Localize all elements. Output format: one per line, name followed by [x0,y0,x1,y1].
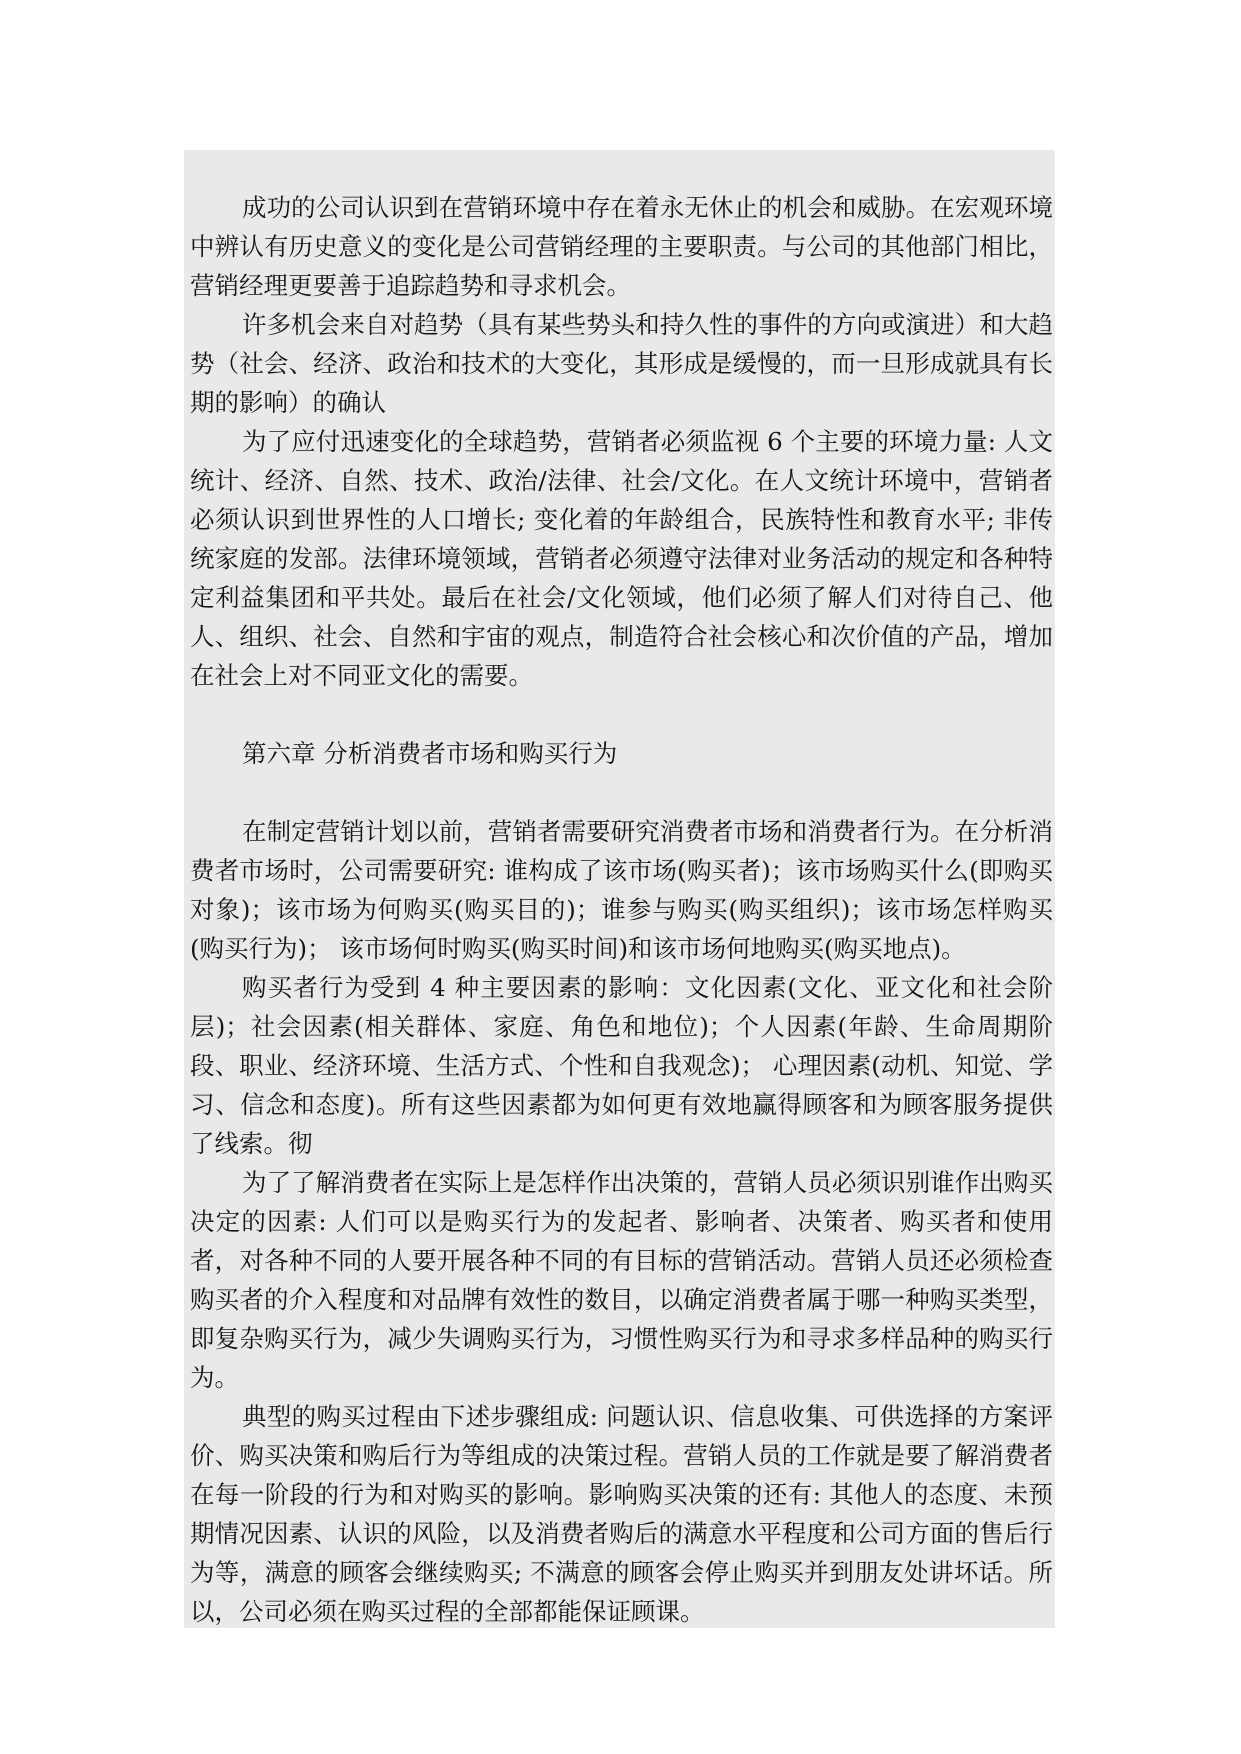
paragraph-buying-process: 典型的购买过程由下述步骤组成: 问题认识、信息收集、可供选择的方案评价、购买决策和购后行为等组成的决策过程。营销人员的工作就是要了解消费者在每一阶段的行为和对购买的影响。影响购买决策的还有: 其他人的态度、未预期情况因素、认识的风险，以及消费者购后的满意水平程度和公司方面的售后行为等，满意的顾客会继续购买; 不满意的顾客会停止购买并到朋友处讲坏话。所以，公司必须在购买过程的全部都能保证顾课。 [190,1402,1053,1626]
chapter-heading: 第六章 分析消费者市场和购买行为 [242,739,618,768]
paragraph-buyer-factors: 购买者行为受到 4 种主要因素的影响：文化因素(文化、亚文化和社会阶层)；社会因素(相关群体、家庭、角色和地位)；个人因素(年龄、生命周期阶段、职业、经济环境、生活方式、个性和自我观念)； 心理因素(动机、知觉、学习、信念和态度)。所有这些因素都为如何更有效地赢得顾客和为顾客服务提供了线索。彻 [190,973,1053,1158]
paragraph-decision-roles: 为了了解消费者在实际上是怎样作出决策的，营销人员必须识别谁作出购买决定的因素: 人们可以是购买行为的发起者、影响者、决策者、购买者和使用者，对各种不同的人要开展各种不同的有目标的营销活动。营销人员还必须检查购买者的介入程度和对品牌有效性的数目，以确定消费者属于哪一种购买类型，即复杂购买行为，减少失调购买行为，习惯性购买行为和寻求多样品种的购买行为。 [190,1168,1053,1392]
text-block [184,150,1055,1628]
paragraph-environment-forces: 为了应付迅速变化的全球趋势，营销者必须监视 6 个主要的环境力量: 人文统计、经济、自然、技术、政治/法律、社会/文化。在人文统计环境中，营销者必须认识到世界性的人口增长; 变化着的年龄组合，民族特性和教育水平; 非传统家庭的发部。法律环境领域，营销者必须遵守法律对业务活动的规定和各种特定利益集团和平共处。最后在社会/文化领域，他们必须了解人们对待自己、他人、组织、社会、自然和宇宙的观点，制造符合社会核心和次价值的产品，增加在社会上对不同亚文化的需要。 [190,427,1053,690]
paragraph-consumer-market: 在制定营销计划以前，营销者需要研究消费者市场和消费者行为。在分析消费者市场时，公司需要研究: 谁构成了该市场(购买者)；该市场购买什么(即购买对象)；该市场为何购买(购买目的)；谁参与购买(购买组织)；该市场怎样购买(购买行为)； 该市场何时购买(购买时间)和该市场何地购买(购买地点)。 [190,817,1053,963]
paragraph-opportunities: 成功的公司认识到在营销环境中存在着永无休止的机会和威胁。在宏观环境中辨认有历史意义的变化是公司营销经理的主要职责。与公司的其他部门相比，营销经理更要善于追踪趋势和寻求机会。 [190,193,1053,300]
paragraph-trends: 许多机会来自对趋势（具有某些势头和持久性的事件的方向或演进）和大趋势（社会、经济、政治和技术的大变化，其形成是缓慢的，而一旦形成就具有长期的影响）的确认 [190,310,1053,417]
